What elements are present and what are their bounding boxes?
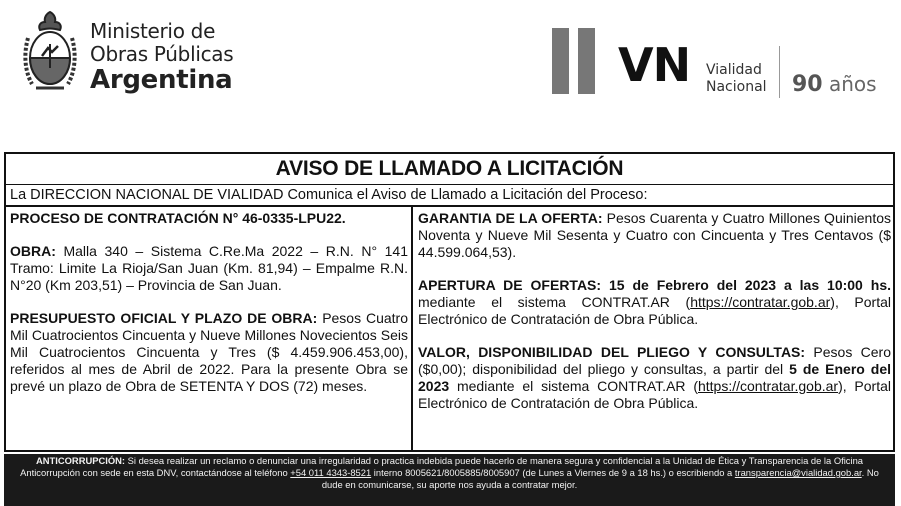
anticorruption-email[interactable]: transparencia@vialidad.gob.ar [734,467,862,478]
anticorruption-text-2: interno 8005621/8005885/8005907 (de Lunes a Viernes de 9 a 18 hs.) o escribiendo a [373,467,733,478]
valor-paragraph [418,344,891,412]
ministry-logo-text [90,20,233,94]
anniversary-badge [792,72,877,97]
apertura-label: APERTURA DE OFERTAS: 15 de Febrero del 2023 a las 10:00 hs. [418,277,891,293]
left-column [10,210,408,395]
vialidad-line-2: Nacional [706,79,767,95]
vialidad-nacional-text [706,62,767,96]
anticorruption-label: ANTICORRUPCIÓN: [35,455,126,466]
logo-divider [779,46,780,98]
anniversary-word: años [828,72,877,96]
tender-notice-box [4,152,895,452]
valor-date: 5 de Enero del 2023 [418,361,891,394]
valor-label: VALOR, DISPONIBILIDAD DEL PLIEGO Y CONSULTAS: [418,344,806,360]
apertura-link[interactable]: https://contratar.gob.ar [690,294,831,310]
apertura-text-pre: mediante el sistema CONTRAT.AR ( [418,294,691,310]
valor-text-mid: mediante el sistema CONTRAT.AR ( [456,378,698,394]
presupuesto-paragraph [10,310,408,395]
anticorruption-text-1: Si desea realizar un reclamo o denunciar una irregularidad o practica indebida puede hacerlo de manera segura y confidencial a la Unidad de Ética y Transparencia de la Oficina Anticorrupción con sede en esta DNV, contactándose al teléfono [20,455,863,478]
page-header [0,0,901,150]
anticorruption-phone[interactable]: +54 011 4343-8521 [290,467,372,478]
ministry-line-1: Ministerio de [90,19,216,43]
garantia-paragraph [418,210,891,261]
intro-divider [6,205,893,207]
anticorruption-text-3: . No dude en comunicarse, su aporte nos ayuda a contratar mejor. [321,467,879,490]
presupuesto-text: Pesos Cuatro Mil Cuatrocientos Cincuenta y Nueve Millones Novecientos Seis Mil Cuatrocientos Cincuenta y Tres ($ 4.459.906.453,00), referidos al mes de Abril de 2022. Para la presente Obra se prevé un plazo de Obra de SETENTA Y DOS (72) meses. [10,310,408,394]
valor-text-pre: Pesos Cero ($0,00); disponibilidad del pliego y consultas, a partir del [418,344,891,377]
vialidad-line-1: Vialidad [706,62,762,78]
garantia-text: Pesos Cuarenta y Cuatro Millones Quinientos Noventa y Nueve Mil Sesenta y Cuatro con Cincuenta y Tres Centavos ($ 44.599.064,53). [418,210,891,260]
apertura-text-post: ), Portal Electrónico de Contratación de Obra Pública. [418,294,892,327]
valor-link[interactable]: https://contratar.gob.ar [697,378,839,394]
column-divider [411,206,413,452]
national-seal-icon [22,8,78,94]
vn-logo-text: VN [618,38,691,92]
ministry-line-3: Argentina [90,65,233,95]
proceso-number: PROCESO DE CONTRATACIÓN N° 46-0335-LPU22. [10,210,346,226]
valor-text-post: ), Portal Electrónico de Contratación de Obra Pública. [418,378,892,411]
presupuesto-label: PRESUPUESTO OFICIAL Y PLAZO DE OBRA: [10,310,318,326]
notice-title: AVISO DE LLAMADO A LICITACIÓN [6,154,893,185]
ministry-line-2: Obras Públicas [90,42,234,66]
vialidad-nacional-logo [552,28,882,98]
right-column [418,210,891,412]
anniversary-number: 90 [792,72,823,97]
obra-paragraph [10,243,408,294]
apertura-paragraph [418,277,891,328]
notice-intro: La DIRECCION NACIONAL DE VIALIDAD Comunica el Aviso de Llamado a Licitación del Proceso: [10,187,648,203]
garantia-label: GARANTIA DE LA OFERTA: [418,210,603,226]
obra-label: OBRA: [10,243,56,259]
obra-text: Malla 340 – Sistema C.Re.Ma 2022 – R.N. N° 141 Tramo: Limite La Rioja/San Juan (Km. 81,94) – Empalme R.N. N°20 (Km 203,51) – Provincia de San Juan. [10,243,408,293]
anticorruption-footer [4,454,895,506]
